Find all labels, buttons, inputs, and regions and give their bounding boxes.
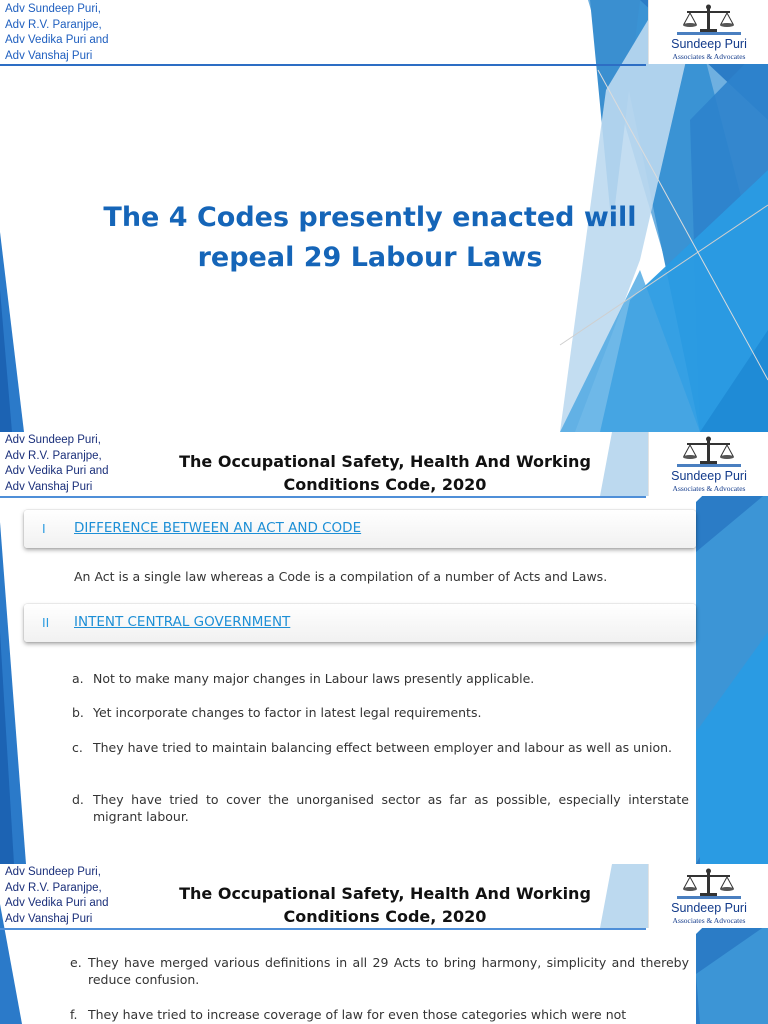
section-1-text: An Act is a single law whereas a Code is a compilation of a number of Acts and Laws.	[74, 569, 608, 584]
list-item-text: Yet incorporate changes to factor in latest legal requirements.	[93, 705, 482, 720]
section-banner-1	[24, 510, 696, 548]
code-title	[170, 450, 600, 496]
list-item-label: e.	[70, 955, 82, 970]
code-title-line-2: Conditions Code, 2020	[283, 475, 487, 494]
author-3: Adv Vedika Puri and	[5, 897, 109, 909]
list-item	[72, 739, 689, 756]
author-list	[5, 865, 109, 927]
code-title	[170, 882, 600, 928]
author-4: Adv Vanshaj Puri	[5, 480, 93, 493]
section-banner-2	[24, 604, 696, 642]
slide-code-continued	[0, 864, 768, 1024]
author-1: Adv Sundeep Puri,	[5, 866, 101, 878]
logo-name: Sundeep Puri	[671, 901, 747, 915]
scales-of-justice-icon	[673, 868, 745, 902]
list-item-label: d.	[72, 792, 84, 807]
slide-title	[0, 0, 768, 432]
logo-subtitle: Associates & Advocates	[672, 916, 746, 925]
author-4: Adv Vanshaj Puri	[5, 49, 93, 62]
title-line-1: The 4 Codes presently enacted will	[103, 202, 637, 233]
header-rule	[0, 64, 646, 66]
section-number: II	[42, 615, 50, 630]
list-item	[72, 1006, 689, 1023]
author-3: Adv Vedika Puri and	[5, 34, 109, 46]
list-item	[72, 954, 689, 988]
list-item	[72, 670, 689, 687]
header-rule	[0, 496, 646, 498]
list-item-text: They have merged various definitions in all 29 Acts to bring harmony, simplicity and thereby reduce confusion.	[88, 955, 689, 987]
slide-title-text	[100, 198, 640, 278]
logo-name: Sundeep Puri	[671, 37, 747, 51]
list-item-text: They have tried to increase coverage of law for even those categories which were not	[88, 1007, 627, 1022]
scales-of-justice-icon	[673, 4, 745, 38]
logo-subtitle: Associates & Advocates	[672, 52, 746, 61]
title-line-2: repeal 29 Labour Laws	[197, 242, 543, 273]
author-1: Adv Sundeep Puri,	[5, 3, 101, 15]
list-item-label: f.	[70, 1007, 78, 1022]
author-4: Adv Vanshaj Puri	[5, 912, 93, 925]
section-number: I	[42, 521, 46, 536]
firm-logo	[648, 0, 768, 64]
author-2: Adv R.V. Paranjpe,	[5, 449, 102, 462]
author-list	[5, 2, 109, 64]
scales-of-justice-icon	[673, 436, 745, 470]
author-2: Adv R.V. Paranjpe,	[5, 881, 102, 894]
list-item	[72, 791, 689, 825]
list-item-label: b.	[72, 705, 84, 720]
list-item-text: Not to make many major changes in Labour laws presently applicable.	[93, 671, 535, 686]
list-item-label: a.	[72, 671, 84, 686]
list-item-label: c.	[72, 740, 83, 755]
author-1: Adv Sundeep Puri,	[5, 434, 101, 446]
firm-logo	[648, 432, 768, 496]
code-title-line-1: The Occupational Safety, Health And Working	[179, 452, 591, 471]
author-2: Adv R.V. Paranjpe,	[5, 18, 102, 31]
header-rule	[0, 928, 646, 930]
firm-logo	[648, 864, 768, 928]
author-3: Adv Vedika Puri and	[5, 465, 109, 477]
logo-name: Sundeep Puri	[671, 469, 747, 483]
section-heading-link[interactable]: DIFFERENCE BETWEEN AN ACT AND CODE	[74, 520, 362, 536]
list-item	[72, 704, 689, 721]
code-title-line-1: The Occupational Safety, Health And Working	[179, 884, 591, 903]
author-list	[5, 433, 109, 495]
code-title-line-2: Conditions Code, 2020	[283, 907, 487, 926]
logo-subtitle: Associates & Advocates	[672, 484, 746, 493]
slide-code-intro	[0, 432, 768, 864]
list-item-text: They have tried to cover the unorganised sector as far as possible, especially interstate migrant labour.	[93, 792, 689, 824]
section-heading-link[interactable]: INTENT CENTRAL GOVERNMENT	[74, 614, 291, 630]
list-item-text: They have tried to maintain balancing effect between employer and labour as well as union.	[93, 740, 672, 755]
